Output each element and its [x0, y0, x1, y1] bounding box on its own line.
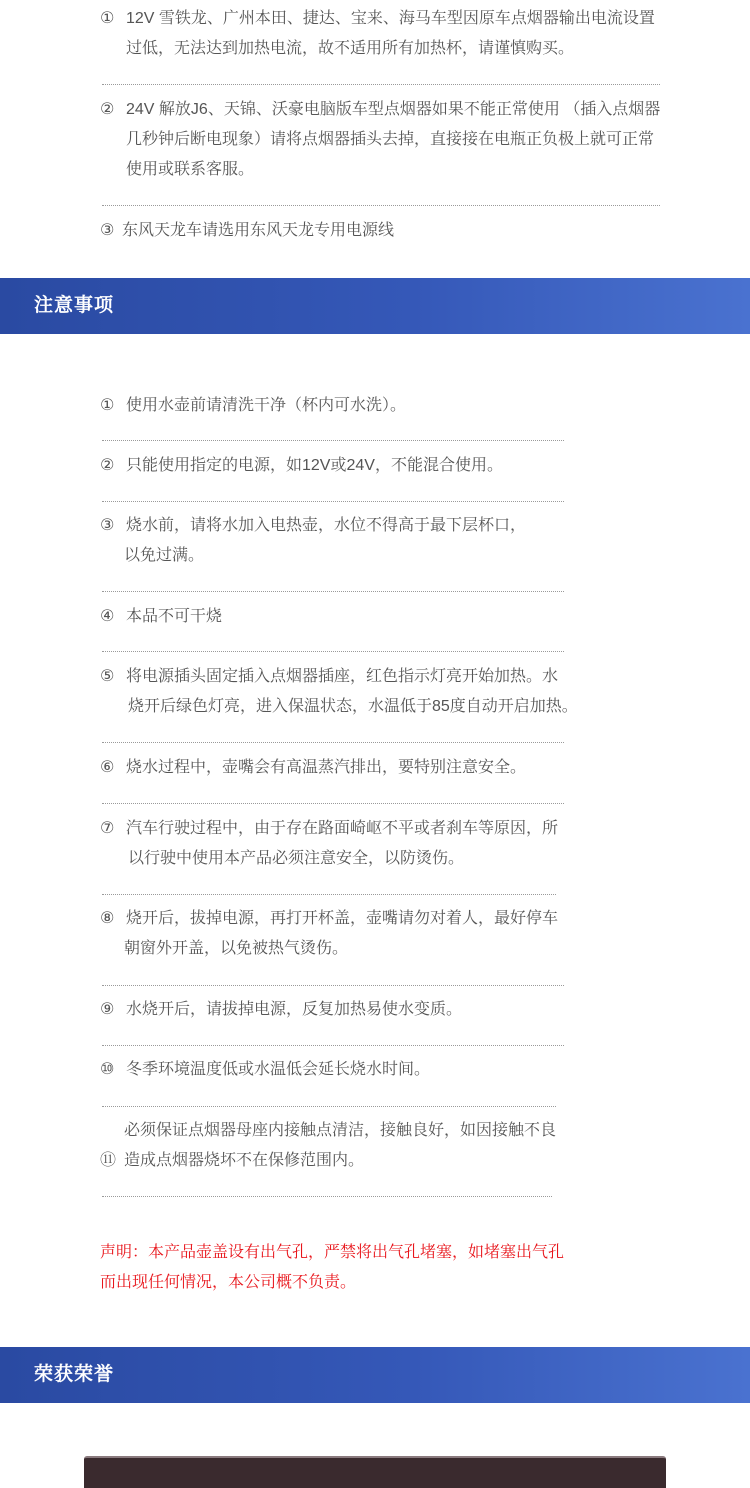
- item-text: 几秒钟后断电现象）请将点烟器插头去掉，直接接在电瓶正负极上就可正常: [126, 131, 655, 148]
- compat-item-2: [100, 95, 660, 185]
- precaution-item-6: [100, 753, 526, 783]
- item-number: ④: [100, 608, 115, 625]
- item-number: ⑩: [100, 1061, 115, 1078]
- precaution-item-10: [100, 1055, 430, 1085]
- divider: [102, 440, 564, 441]
- item-number: ①: [100, 397, 115, 414]
- precaution-item-9: [100, 995, 462, 1025]
- item-text: 水烧开后，请拔掉电源，反复加热易使水变质。: [126, 1001, 463, 1018]
- divider: [102, 894, 556, 895]
- item-text: 过低，无法达到加热电流，故不适用所有加热杯，请谨慎购买。: [126, 40, 575, 57]
- item-text: 12V 雪铁龙、广州本田、捷达、宝来、海马车型因原车点烟器输出电流设置: [126, 10, 655, 27]
- item-text: 使用或联系客服。: [126, 161, 255, 178]
- item-number: ②: [100, 457, 115, 474]
- precaution-item-5: [100, 662, 578, 722]
- item-text: 冬季环境温度低或水温低会延长烧水时间。: [126, 1061, 431, 1078]
- divider: [102, 803, 564, 804]
- item-number: ③: [100, 517, 115, 534]
- precaution-item-1: [100, 391, 406, 421]
- divider: [102, 1196, 552, 1197]
- precaution-item-4: [100, 602, 222, 632]
- item-text: 本品不可干烧: [126, 608, 223, 625]
- divider: [102, 501, 564, 502]
- item-number: ⑪: [100, 1152, 117, 1169]
- item-text: 烧开后，拔掉电源，再打开杯盖，壶嘴请勿对着人，最好停车: [126, 910, 559, 927]
- item-number: ⑨: [100, 1001, 115, 1018]
- precaution-item-7: [100, 814, 558, 874]
- disclaimer-notice: [100, 1238, 564, 1298]
- section-title: 荣获荣誉: [34, 1364, 115, 1385]
- item-number: ③: [100, 222, 115, 239]
- divider: [102, 651, 564, 652]
- disclaimer-line: 声明：本产品壶盖设有出气孔，严禁将出气孔堵塞，如堵塞出气孔: [100, 1244, 565, 1261]
- item-text: 东风天龙车请选用东风天龙专用电源线: [122, 222, 395, 239]
- divider: [102, 1045, 564, 1046]
- item-number: ②: [100, 101, 115, 118]
- item-text: 将电源插头固定插入点烟器插座，红色指示灯亮开始加热。水: [126, 668, 559, 685]
- section-banner-precautions: [0, 278, 750, 334]
- precaution-item-8: [100, 904, 558, 964]
- compat-item-1: [100, 4, 655, 64]
- item-text: 以免过满。: [124, 547, 205, 564]
- compat-item-3: [100, 216, 394, 246]
- item-text: 朝窗外开盖，以免被热气烫伤。: [124, 940, 349, 957]
- item-text: 以行驶中使用本产品必须注意安全，以防烫伤。: [128, 850, 465, 867]
- divider: [102, 1106, 556, 1107]
- precaution-item-2: [100, 451, 503, 481]
- divider: [102, 205, 660, 206]
- item-number: ⑥: [100, 759, 115, 776]
- item-number: ⑤: [100, 668, 115, 685]
- divider: [102, 985, 564, 986]
- precaution-item-3: [100, 511, 526, 571]
- item-text: 造成点烟器烧坏不在保修范围内。: [124, 1152, 365, 1169]
- divider: [102, 742, 564, 743]
- item-number: ⑦: [100, 820, 115, 837]
- divider: [102, 84, 660, 85]
- disclaimer-line: 而出现任何情况，本公司概不负责。: [100, 1274, 357, 1291]
- section-banner-honors: [0, 1347, 750, 1403]
- item-text: 只能使用指定的电源，如12V或24V，不能混合使用。: [126, 457, 503, 474]
- item-text: 烧水过程中，壶嘴会有高温蒸汽排出，要特别注意安全。: [126, 759, 527, 776]
- item-text: 烧开后绿色灯亮，进入保温状态，水温低于85度自动开启加热。: [128, 698, 578, 715]
- item-number: ⑧: [100, 910, 115, 927]
- certificate-frame: [84, 1456, 666, 1488]
- item-text: 24V 解放J6、天锦、沃豪电脑版车型点烟器如果不能正常使用 （插入点烟器: [126, 101, 661, 118]
- item-text: 必须保证点烟器母座内接触点清洁，接触良好，如因接触不良: [124, 1122, 557, 1139]
- item-number: ①: [100, 10, 115, 27]
- item-text: 烧水前，请将水加入电热壶，水位不得高于最下层杯口，: [126, 517, 527, 534]
- item-text: 使用水壶前请清洗干净（杯内可水洗）。: [126, 397, 407, 414]
- divider: [102, 591, 564, 592]
- precaution-item-11: [100, 1116, 556, 1176]
- item-text: 汽车行驶过程中，由于存在路面崎岖不平或者刹车等原因，所: [126, 820, 559, 837]
- section-title: 注意事项: [34, 295, 115, 316]
